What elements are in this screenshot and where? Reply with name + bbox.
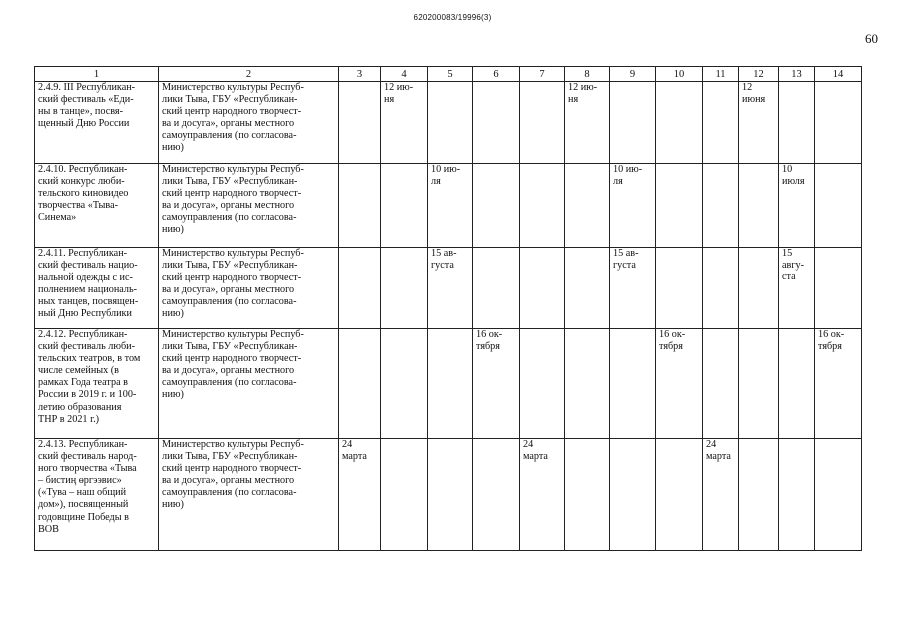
page-number: 60 bbox=[865, 31, 878, 46]
event-name-cell: 2.4.9. III Республикан- ский фестиваль «Еди- ны в танце», посвя- щенный Дню России bbox=[35, 82, 159, 164]
date-cell bbox=[339, 82, 381, 164]
header-cell: 9 bbox=[610, 67, 656, 82]
organizer-cell: Министерство культуры Респуб- лики Тыва, ГБУ «Республикан- ский центр народного творчест- ва и досуга», органы местного самоуправления (по согласова- нию) bbox=[159, 164, 339, 248]
date-cell bbox=[428, 439, 473, 551]
date-cell bbox=[739, 164, 779, 248]
date-cell bbox=[520, 248, 565, 329]
date-cell bbox=[381, 329, 428, 439]
date-cell bbox=[779, 439, 815, 551]
date-cell: 10 июля bbox=[779, 164, 815, 248]
table-row bbox=[35, 248, 862, 329]
date-cell bbox=[565, 248, 610, 329]
date-cell bbox=[565, 329, 610, 439]
date-cell bbox=[815, 439, 862, 551]
header-cell: 5 bbox=[428, 67, 473, 82]
event-name-cell: 2.4.11. Республикан- ский фестиваль нацио- нальной одежды с ис- полнением националь- ных танцев, посвящен- ный Дню Республики bbox=[35, 248, 159, 329]
date-cell bbox=[565, 164, 610, 248]
date-cell bbox=[520, 82, 565, 164]
header-row bbox=[35, 67, 862, 82]
header-cell: 1 bbox=[35, 67, 159, 82]
date-cell bbox=[428, 329, 473, 439]
date-cell bbox=[610, 82, 656, 164]
header-cell: 4 bbox=[381, 67, 428, 82]
organizer-cell: Министерство культуры Респуб- лики Тыва, ГБУ «Республикан- ский центр народного творчест- ва и досуга», органы местного самоуправления (по согласова- нию) bbox=[159, 248, 339, 329]
date-cell bbox=[656, 439, 703, 551]
date-cell bbox=[703, 248, 739, 329]
date-cell: 16 ок- тября bbox=[656, 329, 703, 439]
table-row bbox=[35, 329, 862, 439]
organizer-cell: Министерство культуры Респуб- лики Тыва, ГБУ «Республикан- ский центр народного творчест- ва и досуга», органы местного самоуправления (по согласова- нию) bbox=[159, 439, 339, 551]
date-cell bbox=[656, 164, 703, 248]
organizer-cell: Министерство культуры Респуб- лики Тыва, ГБУ «Республикан- ский центр народного творчест- ва и досуга», органы местного самоуправления (по согласова- нию) bbox=[159, 82, 339, 164]
date-cell bbox=[428, 82, 473, 164]
date-cell bbox=[339, 248, 381, 329]
date-cell bbox=[815, 82, 862, 164]
header-cell: 12 bbox=[739, 67, 779, 82]
table-row bbox=[35, 439, 862, 551]
date-cell bbox=[815, 164, 862, 248]
date-cell: 12 ию- ня bbox=[565, 82, 610, 164]
header-cell: 10 bbox=[656, 67, 703, 82]
date-cell bbox=[381, 164, 428, 248]
date-cell bbox=[815, 248, 862, 329]
date-cell bbox=[381, 248, 428, 329]
header-cell: 3 bbox=[339, 67, 381, 82]
date-cell: 15 ав- густа bbox=[610, 248, 656, 329]
header-cell: 6 bbox=[473, 67, 520, 82]
date-cell: 15 авгу- ста bbox=[779, 248, 815, 329]
date-cell bbox=[520, 329, 565, 439]
date-cell: 16 ок- тября bbox=[473, 329, 520, 439]
date-cell bbox=[703, 82, 739, 164]
date-cell bbox=[339, 329, 381, 439]
date-cell bbox=[739, 329, 779, 439]
date-cell: 10 ию- ля bbox=[610, 164, 656, 248]
date-cell bbox=[473, 82, 520, 164]
table-row bbox=[35, 82, 862, 164]
date-cell: 24 марта bbox=[339, 439, 381, 551]
schedule-table-body bbox=[35, 67, 862, 551]
schedule-table bbox=[34, 66, 862, 551]
event-name-cell: 2.4.12. Республикан- ский фестиваль люби- тельских театров, в том числе семейных (в рамках Года театра в России в 2019 г. и 100- летию образования ТНР в 2021 г.) bbox=[35, 329, 159, 439]
table-row bbox=[35, 164, 862, 248]
date-cell bbox=[610, 329, 656, 439]
date-cell bbox=[656, 82, 703, 164]
organizer-cell: Министерство культуры Респуб- лики Тыва, ГБУ «Республикан- ский центр народного творчест- ва и досуга», органы местного самоуправления (по согласова- нию) bbox=[159, 329, 339, 439]
date-cell bbox=[610, 439, 656, 551]
date-cell bbox=[703, 329, 739, 439]
date-cell bbox=[520, 164, 565, 248]
date-cell: 10 ию- ля bbox=[428, 164, 473, 248]
date-cell bbox=[739, 248, 779, 329]
date-cell: 24 марта bbox=[703, 439, 739, 551]
date-cell bbox=[473, 164, 520, 248]
date-cell: 12 ию- ня bbox=[381, 82, 428, 164]
date-cell bbox=[339, 164, 381, 248]
date-cell bbox=[779, 82, 815, 164]
date-cell: 24 марта bbox=[520, 439, 565, 551]
date-cell: 15 ав- густа bbox=[428, 248, 473, 329]
date-cell bbox=[739, 439, 779, 551]
event-name-cell: 2.4.10. Республикан- ский конкурс люби- тельского киновидео творчества «Тыва- Синема» bbox=[35, 164, 159, 248]
date-cell bbox=[381, 439, 428, 551]
date-cell bbox=[473, 248, 520, 329]
header-cell: 14 bbox=[815, 67, 862, 82]
header-cell: 7 bbox=[520, 67, 565, 82]
header-cell: 13 bbox=[779, 67, 815, 82]
date-cell bbox=[779, 329, 815, 439]
header-cell: 2 bbox=[159, 67, 339, 82]
date-cell: 12 июня bbox=[739, 82, 779, 164]
date-cell bbox=[473, 439, 520, 551]
document-id: 620200083/19996(3) bbox=[413, 13, 492, 22]
date-cell: 16 ок- тября bbox=[815, 329, 862, 439]
header-cell: 8 bbox=[565, 67, 610, 82]
event-name-cell: 2.4.13. Республикан- ский фестиваль народ- ного творчества «Тыва – бистиң өргээвис» («Тува – наш общий дом»), посвященный годовщине Победы в ВОВ bbox=[35, 439, 159, 551]
header-cell: 11 bbox=[703, 67, 739, 82]
date-cell bbox=[565, 439, 610, 551]
date-cell bbox=[703, 164, 739, 248]
date-cell bbox=[656, 248, 703, 329]
